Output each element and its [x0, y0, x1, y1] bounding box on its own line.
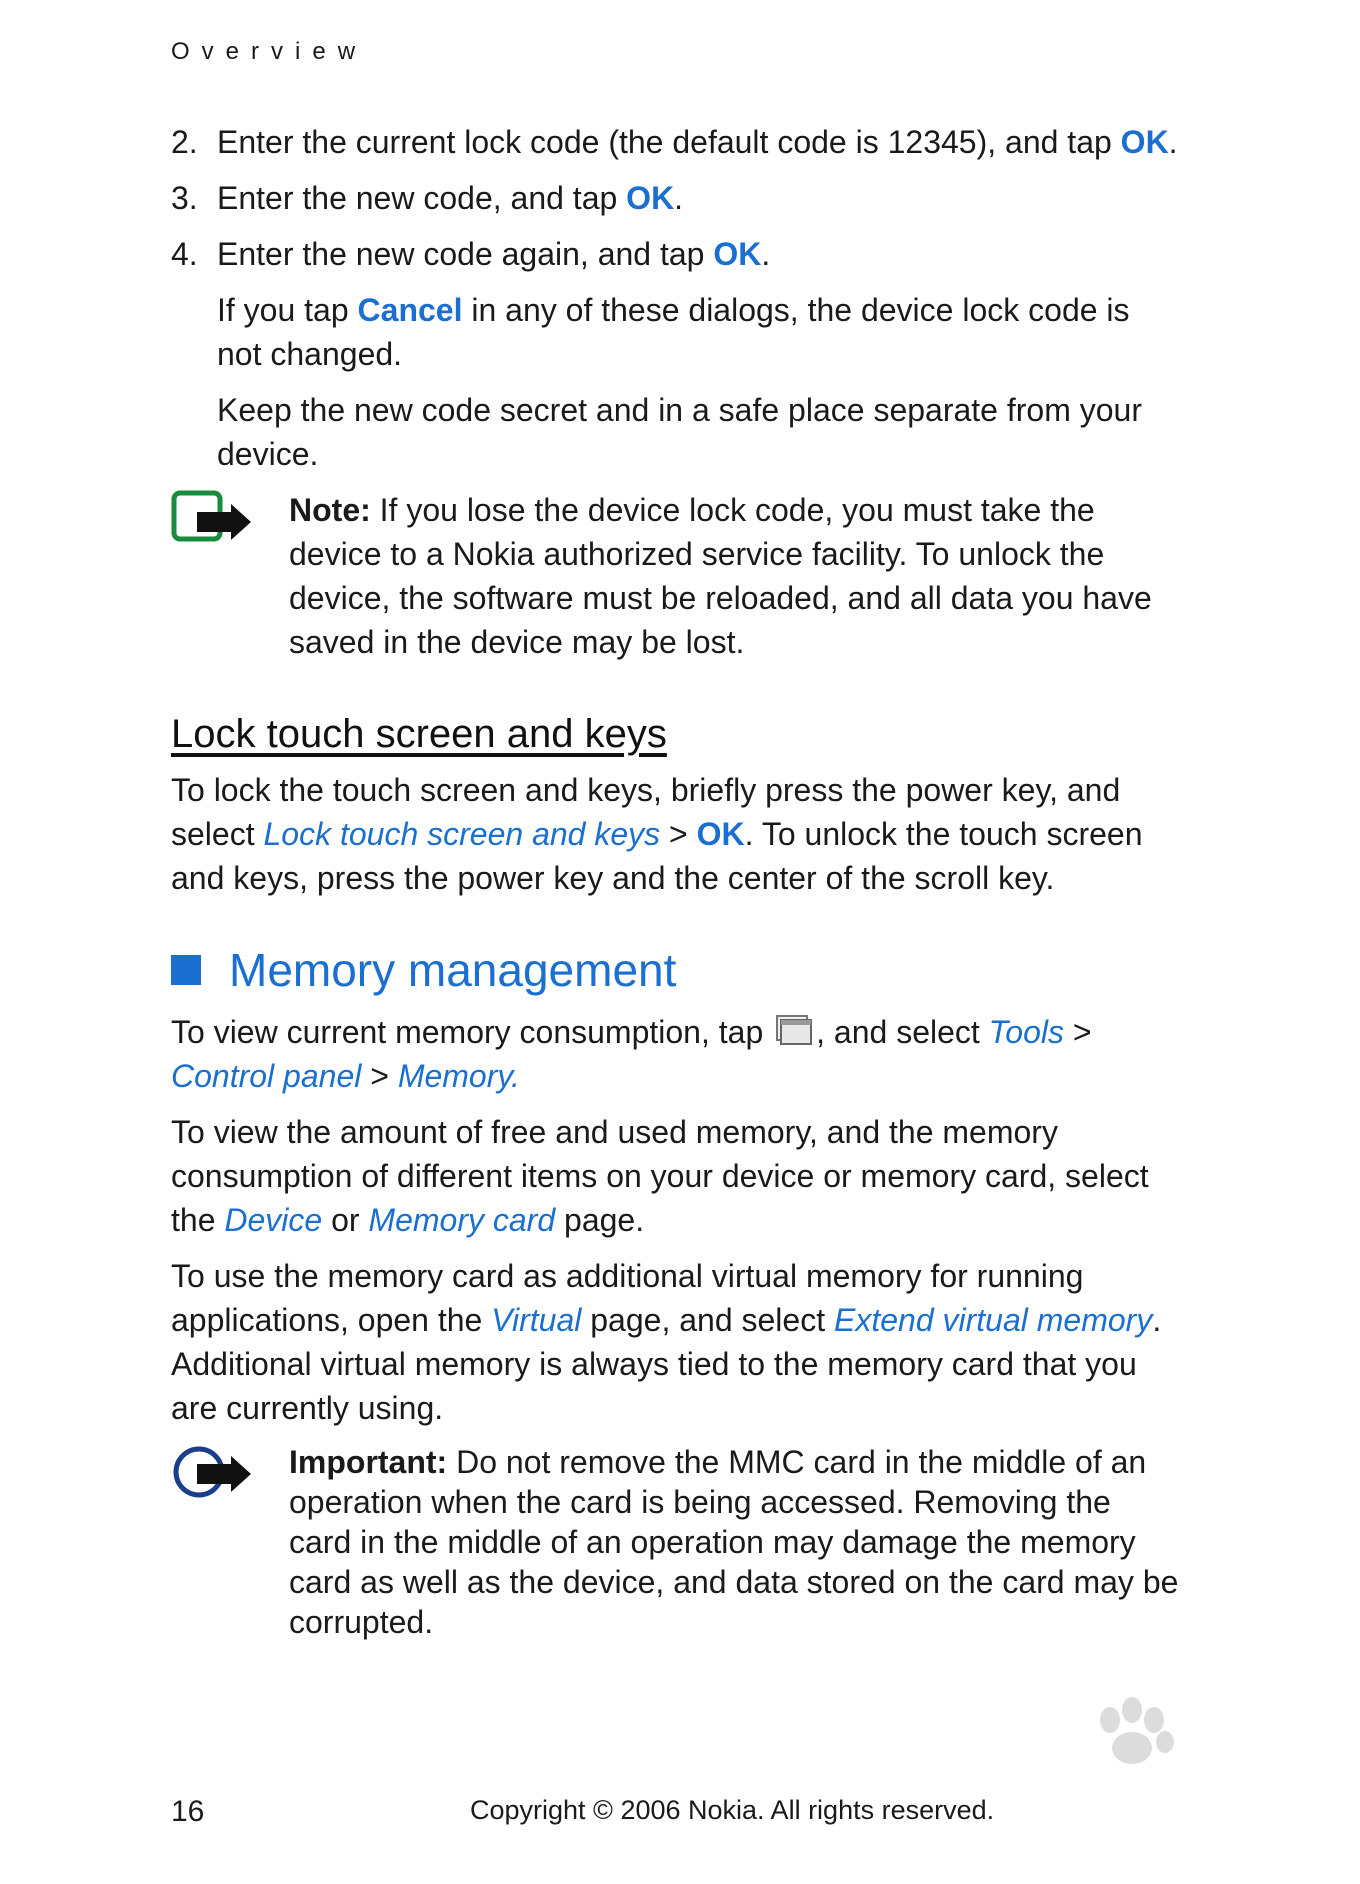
- path-separator: >: [660, 816, 697, 852]
- important-callout: [171, 1442, 1181, 1642]
- page-number: 16: [171, 1795, 205, 1828]
- cancel-text-before: If you tap: [217, 292, 358, 328]
- important-body: [289, 1442, 1181, 1642]
- ok-ui-label: OK: [626, 180, 675, 216]
- path-separator: >: [361, 1058, 398, 1094]
- important-text: Do not remove the MMC card in the middle of an operation when the card is being accessed. Removing the card in the middle of an operation may damage the memory card as well as the device, and data stored on the card may be corrupted.: [289, 1444, 1179, 1640]
- step-text: [217, 232, 770, 276]
- note-callout: [171, 488, 1181, 664]
- lock-text-2: . To unlock the touch screen and keys, press the power key and the center of the scroll key.: [171, 816, 1143, 896]
- step-text: [217, 176, 683, 220]
- step-text-before: Enter the new code again, and tap: [217, 236, 714, 272]
- memory-paragraph-3: [171, 1254, 1181, 1430]
- lock-section-paragraph: [171, 768, 1181, 900]
- memory-p3-text-mid: page, and select: [581, 1302, 834, 1338]
- memory-p3-text-before: To use the memory card as additional virtual memory for running applications, open the: [171, 1258, 1084, 1338]
- step-text-after: .: [1168, 124, 1178, 160]
- control-panel-label: Control panel: [171, 1058, 362, 1094]
- running-header: Overview: [171, 38, 368, 65]
- note-icon: [171, 488, 289, 664]
- note-body: [289, 488, 1181, 664]
- virtual-page-label: Virtual: [491, 1302, 582, 1338]
- step-2: [171, 120, 1181, 164]
- important-label: Important:: [289, 1444, 448, 1480]
- step-text-after: .: [674, 180, 684, 216]
- heading-square-bullet: [171, 955, 201, 985]
- memory-p2-or: or: [322, 1202, 369, 1238]
- page-content: [171, 120, 1181, 1654]
- ok-ui-label: OK: [713, 236, 762, 272]
- keep-code-paragraph: Keep the new code secret and in a safe place separate from your device.: [217, 392, 1142, 472]
- memory-p1-text-mid: , and select: [816, 1014, 989, 1050]
- step-number: 4.: [171, 236, 198, 272]
- lock-option-label: Lock touch screen and keys: [263, 816, 661, 852]
- lock-text-1: To lock the touch screen and keys, briefly press the power key, and select: [171, 772, 1121, 852]
- menu-icon: [774, 1013, 814, 1047]
- baidu-watermark: [960, 1680, 1290, 1880]
- copyright-notice: Copyright © 2006 Nokia. All rights reserved.: [470, 1795, 995, 1825]
- memory-p1-text-before: To view current memory consumption, tap: [171, 1014, 773, 1050]
- step-text-after: .: [761, 236, 771, 272]
- note-label: Note:: [289, 492, 371, 528]
- ok-ui-label: OK: [1120, 124, 1169, 160]
- step-4: [171, 232, 1181, 276]
- cancel-text-after: in any of these dialogs, the device lock code is not changed.: [217, 292, 1130, 372]
- tools-label: Tools: [988, 1014, 1064, 1050]
- path-separator: >: [1063, 1014, 1092, 1050]
- step-text-before: Enter the new code, and tap: [217, 180, 627, 216]
- memory-label: Memory.: [397, 1058, 520, 1094]
- extend-virtual-memory-label: Extend virtual memory: [833, 1302, 1153, 1338]
- memory-section-heading: [171, 940, 1181, 1000]
- memory-p3-text-after: . Additional virtual memory is always tied to the memory card that you are currently using.: [171, 1302, 1162, 1426]
- step-number: 3.: [171, 180, 198, 216]
- step-text-before: Enter the current lock code (the default code is 12345), and tap: [217, 124, 1121, 160]
- memory-p2-text-after: page.: [555, 1202, 645, 1238]
- memory-heading-text: Memory management: [229, 944, 677, 996]
- memory-p2-text-before: To view the amount of free and used memory, and the memory consumption of different items on your device or memory card, select the: [171, 1114, 1149, 1238]
- device-page-label: Device: [224, 1202, 323, 1238]
- step-3: [171, 176, 1181, 220]
- cancel-ui-label: Cancel: [357, 292, 463, 328]
- ok-ui-label: OK: [696, 816, 745, 852]
- important-icon: [171, 1442, 289, 1642]
- cancel-paragraph: [217, 288, 1181, 376]
- lock-section-heading: Lock touch screen and keys: [171, 712, 667, 756]
- memory-card-page-label: Memory card: [368, 1202, 556, 1238]
- memory-paragraph-2: [171, 1110, 1181, 1242]
- step-text: [217, 120, 1178, 164]
- step-number: 2.: [171, 124, 198, 160]
- note-text: If you lose the device lock code, you must take the device to a Nokia authorized service facility. To unlock the device, the software must be reloaded, and all data you have saved in the device may be lost.: [289, 492, 1152, 660]
- memory-paragraph-1: [171, 1010, 1181, 1098]
